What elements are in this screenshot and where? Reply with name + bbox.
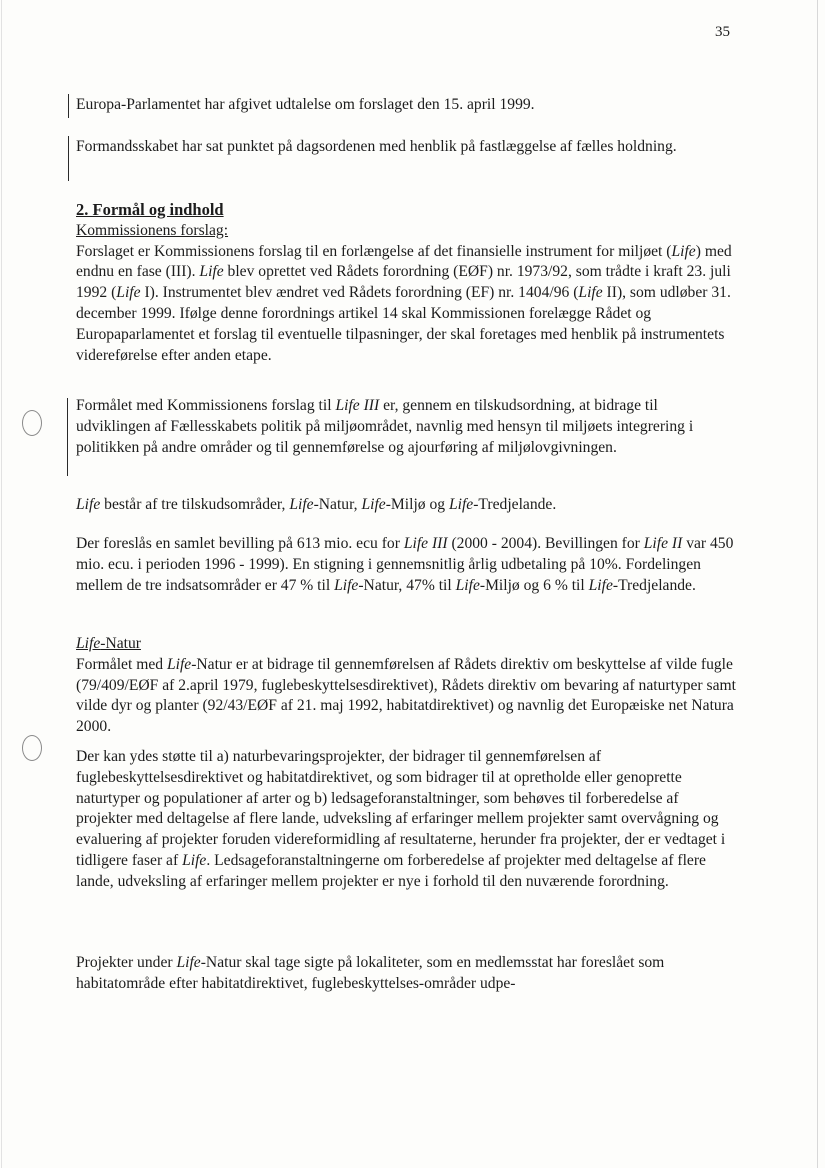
presidency-text: Formandsskabet har sat punktet på dagsordenen med henblik på fastlæggelse af fælles holdning. (76, 138, 677, 155)
projects-paragraph: Projekter under Life-Natur skal tage sigte på lokaliteter, som en medlemsstat har foreslået som habitatområde efter habitatdirektivet, fuglebeskyttelses-områder udpe- (76, 954, 665, 992)
margin-bar (68, 94, 69, 118)
punch-hole (22, 410, 42, 436)
natur-purpose-paragraph: Formålet med Life-Natur er at bidrage til gennemførelsen af Rådets direktiv om beskyttelse af vilde fugle (79/409/EØF af 2.april 1979, fuglebeskyttelsesdirektivet), Rådets direktiv om bevaring af naturtyper samt vilde dyr og planter (92/43/EØF af 21. maj 1992, habitatdirektivet) og navnlig det Europæiske net Natura 2000. (76, 655, 736, 736)
parliament-text: Europa-Parlamentet har afgivet udtalelse om forslaget den 15. april 1999. (76, 96, 535, 113)
natur-section (76, 634, 736, 738)
section-purpose-content (76, 200, 736, 366)
natur-subheading: Life-Natur (76, 635, 141, 652)
commission-subheading: Kommissionens forslag: (76, 221, 229, 239)
margin-bar (67, 398, 68, 476)
budget-paragraph: Der foreslås en samlet bevilling på 613 mio. ecu for Life III (2000 - 2004). Bevillingen for Life II var 450 mio. ecu. i perioden 1996 - 1999). En stigning i gennemsnitlig årlig udbetaling på 10%. Fordelingen mellem de tre indsatsområder er 47 % til Life-Natur, 47% til Life-Miljø og 6 % til Life-Tredjelande. (76, 535, 734, 594)
scan-right-edge (817, 0, 818, 1168)
areas-paragraph: Life består af tre tilskudsområder, Life-Natur, Life-Miljø og Life-Tredjelande. (76, 496, 557, 513)
margin-bar (68, 136, 69, 181)
purpose-paragraph: Formålet med Kommissionens forslag til Life III er, gennem en tilskudsordning, at bidrage til udviklingen af Fællesskabets politik på miljøområdet, navnlig med hensyn til miljøets integrering i politikken på andre områder og til gennemførelse og ajourføring af miljølovgivningen. (76, 397, 694, 456)
section-heading: 2. Formål og indhold (76, 200, 224, 219)
presidency-paragraph (76, 137, 736, 158)
parliament-paragraph (76, 95, 736, 116)
page-number: 35 (715, 24, 730, 40)
proposal-paragraph: Forslaget er Kommissionens forslag til en forlængelse af det finansielle instrument for miljøet (Life) med endnu en fase (III). Life blev oprettet ved Rådets forordning (EØF) nr. 1973/92, som trådte i kraft 23. juli 1992 (Life I). Instrumentet blev ændret ved Rådets forordning (EF) nr. 1404/96 (Life II), som udløber 31. december 1999. Ifølge denne forordnings artikel 14 skal Kommissionen forelægge Rådet og Europaparlamentet et forslag til eventuelle tilpasninger, der skal foretages med henblik på instrumentets videreførelse efter anden etape. (76, 242, 732, 364)
support-paragraph: Der kan ydes støtte til a) naturbevaringsprojekter, der bidrager til gennemførelsen af fuglebeskyttelsesdirektivet og habitatdirektivet, og som bidrager til at opretholde eller genoprette naturtyper og populationer af arter og b) ledsageforanstaltninger, som behøves til forberedelse af projekter med deltagelse af flere lande, udveksling af erfaringer mellem projekter samt overvågning og evaluering af projekter foruden videreformidling af resultaterne, herunder fra projekter, der er vedtaget i tidligere faser af Life. Ledsageforanstaltningerne om forberedelse af projekter med deltagelse af flere lande, udveksling af erfaringer mellem projekter er nye i forhold til den nuværende forordning. (76, 748, 726, 890)
scan-left-edge (1, 0, 2, 1168)
punch-hole (22, 735, 42, 761)
